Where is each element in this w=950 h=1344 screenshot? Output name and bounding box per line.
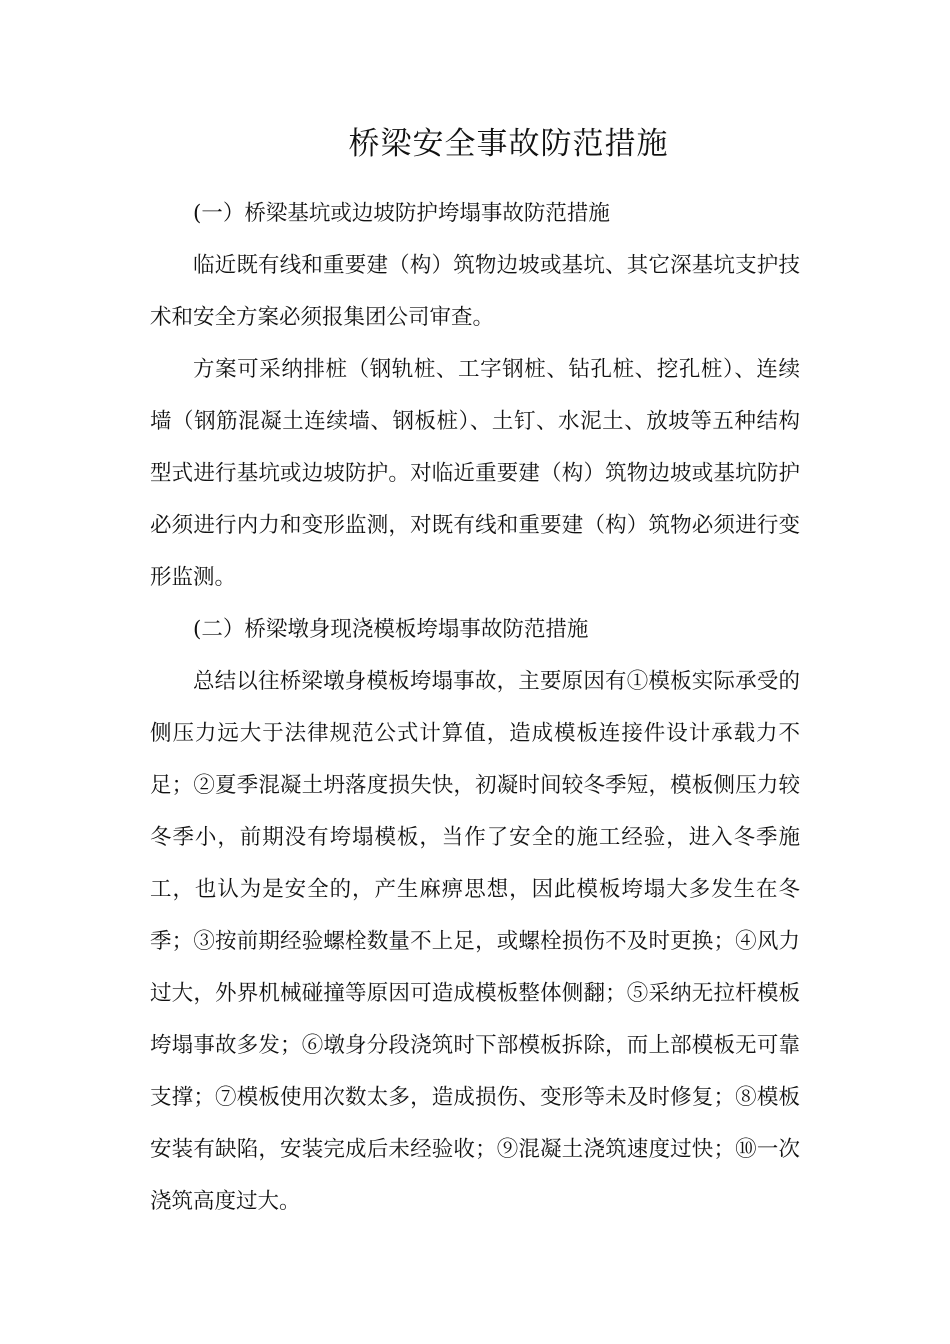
paragraph-1: 临近既有线和重要建（构）筑物边坡或基坑、其它深基坑支护技术和安全方案必须报集团公司审查。 <box>150 253 800 330</box>
section-heading-1: (一）桥梁基坑或边坡防护垮塌事故防范措施 <box>193 201 610 226</box>
document-body <box>150 188 800 1228</box>
paragraph-3: 总结以往桥梁墩身模板垮塌事故，主要原因有①模板实际承受的侧压力远大于法律规范公式计算值，造成模板连接件设计承载力不足；②夏季混凝土坍落度损失快，初凝时间较冬季短，模板侧压力较冬季小，前期没有垮塌模板，当作了安全的施工经验，进入冬季施工，也认为是安全的，产生麻痹思想，因此模板垮塌大多发生在冬季；③按前期经验螺栓数量不上足，或螺栓损伤不及时更换；④风力过大，外界机械碰撞等原因可造成模板整体侧翻；⑤采纳无拉杆模板垮塌事故多发；⑥墩身分段浇筑时下部模板拆除，而上部模板无可靠支撑；⑦模板使用次数太多，造成损伤、变形等未及时修复；⑧模板安装有缺陷，安装完成后未经验收；⑨混凝土浇筑速度过快；⑩一次浇筑高度过大。 <box>150 669 800 1214</box>
document-title: 桥梁安全事故防范措施 <box>348 126 669 162</box>
section-heading-2: (二）桥梁墩身现浇模板垮塌事故防范措施 <box>193 617 589 642</box>
paragraph-2: 方案可采纳排桩（钢轨桩、工字钢桩、钻孔桩、挖孔桩）、连续墙（钢筋混凝土连续墙、钢板桩）、土钉、水泥土、放坡等五种结构型式进行基坑或边坡防护。对临近重要建（构）筑物边坡或基坑防护必须进行内力和变形监测，对既有线和重要建（构）筑物必须进行变形监测。 <box>150 357 800 590</box>
